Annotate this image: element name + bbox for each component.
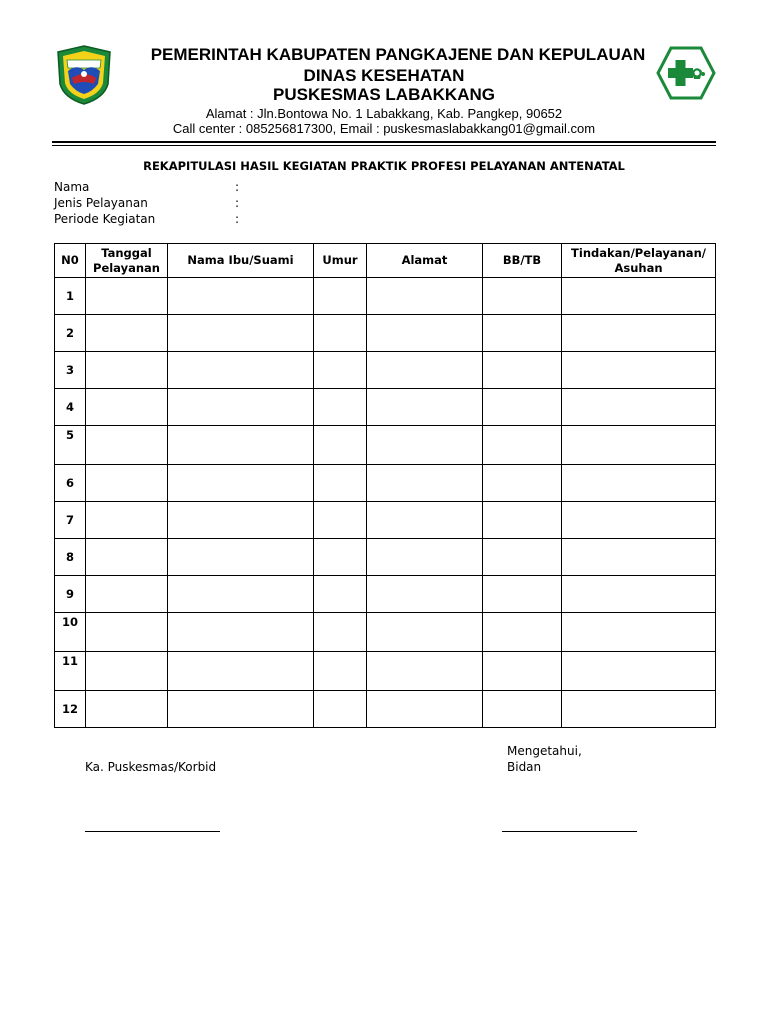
table-header-row	[55, 244, 716, 278]
table-cell[interactable]	[314, 278, 367, 315]
table-cell[interactable]	[314, 315, 367, 352]
table-cell[interactable]	[367, 613, 483, 652]
table-cell[interactable]	[168, 691, 314, 728]
table-cell[interactable]	[483, 502, 562, 539]
table-cell[interactable]	[367, 502, 483, 539]
header-divider-thin	[52, 145, 716, 146]
table-cell[interactable]	[314, 691, 367, 728]
header-contact: Call center : 085256817300, Email : puskesmaslabakkang01@gmail.com	[172, 121, 596, 136]
field-sep-jenis-pelayanan: :	[235, 196, 240, 210]
row-number: 5	[55, 426, 86, 465]
table-cell[interactable]	[483, 691, 562, 728]
table-cell[interactable]	[86, 576, 168, 613]
table-cell[interactable]	[367, 576, 483, 613]
table-cell[interactable]	[168, 465, 314, 502]
field-label-periode-kegiatan: Periode Kegiatan	[54, 212, 156, 226]
row-number: 12	[55, 691, 86, 728]
header-divider-thick	[52, 141, 716, 143]
table-cell[interactable]	[483, 315, 562, 352]
table-cell[interactable]	[367, 352, 483, 389]
table-cell[interactable]	[314, 652, 367, 691]
table-row	[55, 652, 716, 691]
row-number: 11	[55, 652, 86, 691]
table-cell[interactable]	[86, 691, 168, 728]
table-cell[interactable]	[483, 613, 562, 652]
table-cell[interactable]	[367, 278, 483, 315]
table-cell[interactable]	[562, 315, 716, 352]
row-number: 7	[55, 502, 86, 539]
table-cell[interactable]	[86, 315, 168, 352]
row-number: 6	[55, 465, 86, 502]
table-cell[interactable]	[86, 502, 168, 539]
table-cell[interactable]	[314, 613, 367, 652]
table-cell[interactable]	[562, 613, 716, 652]
table-cell[interactable]	[86, 426, 168, 465]
row-number: 1	[55, 278, 86, 315]
field-sep-nama: :	[235, 180, 240, 194]
row-number: 2	[55, 315, 86, 352]
health-cross-logo	[656, 45, 716, 101]
table-row	[55, 613, 716, 652]
sign-right-title: Bidan	[507, 760, 542, 774]
header-address: Alamat : Jln.Bontowa No. 1 Labakkang, Kab. Pangkep, 90652	[205, 106, 563, 121]
table-cell[interactable]	[562, 389, 716, 426]
table-row	[55, 465, 716, 502]
table-cell[interactable]	[483, 465, 562, 502]
table-cell[interactable]	[483, 426, 562, 465]
table-cell[interactable]	[562, 465, 716, 502]
table-row	[55, 576, 716, 613]
table-cell[interactable]	[483, 539, 562, 576]
field-sep-periode-kegiatan: :	[235, 212, 240, 226]
table-cell[interactable]	[168, 315, 314, 352]
table-cell[interactable]	[86, 389, 168, 426]
table-row	[55, 691, 716, 728]
table-cell[interactable]	[314, 352, 367, 389]
table-cell[interactable]	[483, 576, 562, 613]
table-cell[interactable]	[314, 576, 367, 613]
row-number: 10	[55, 613, 86, 652]
sign-left-title: Ka. Puskesmas/Korbid	[85, 760, 217, 774]
table-cell[interactable]	[367, 465, 483, 502]
table-cell[interactable]	[314, 426, 367, 465]
table-cell[interactable]	[314, 465, 367, 502]
table-cell[interactable]	[168, 278, 314, 315]
signature-line-right	[502, 831, 637, 832]
header-line-department: DINAS KESEHATAN	[303, 66, 465, 85]
col-header-nama: Nama Ibu/Suami	[168, 244, 314, 278]
table-cell[interactable]	[314, 389, 367, 426]
table-row	[55, 389, 716, 426]
table-cell[interactable]	[86, 652, 168, 691]
table-cell[interactable]	[86, 613, 168, 652]
table-row	[55, 278, 716, 315]
table-cell[interactable]	[86, 539, 168, 576]
table-cell[interactable]	[367, 315, 483, 352]
table-cell[interactable]	[367, 389, 483, 426]
table-cell[interactable]	[168, 502, 314, 539]
table-cell[interactable]	[168, 426, 314, 465]
header-line-puskesmas: PUSKESMAS LABAKKANG	[273, 85, 495, 104]
table-cell[interactable]	[562, 576, 716, 613]
table-cell[interactable]	[483, 389, 562, 426]
recap-table	[54, 243, 716, 728]
table-cell[interactable]	[367, 652, 483, 691]
table-cell[interactable]	[562, 278, 716, 315]
col-header-tanggal: Tanggal Pelayanan	[86, 244, 168, 278]
table-cell[interactable]	[168, 539, 314, 576]
table-cell[interactable]	[86, 352, 168, 389]
row-number: 8	[55, 539, 86, 576]
table-row	[55, 352, 716, 389]
header-line-government: PEMERINTAH KABUPATEN PANGKAJENE DAN KEPULAUAN	[150, 45, 646, 64]
table-cell[interactable]	[168, 613, 314, 652]
col-header-umur: Umur	[314, 244, 367, 278]
table-cell[interactable]	[86, 278, 168, 315]
col-header-bbtb: BB/TB	[483, 244, 562, 278]
table-cell[interactable]	[562, 539, 716, 576]
table-cell[interactable]	[562, 426, 716, 465]
table-cell[interactable]	[168, 652, 314, 691]
col-header-alamat: Alamat	[367, 244, 483, 278]
table-cell[interactable]	[86, 465, 168, 502]
col-header-no: N0	[55, 244, 86, 278]
sign-right-pre: Mengetahui,	[507, 744, 582, 758]
table-row	[55, 539, 716, 576]
table-cell[interactable]	[168, 352, 314, 389]
table-cell[interactable]	[367, 691, 483, 728]
table-cell[interactable]	[168, 389, 314, 426]
table-row	[55, 502, 716, 539]
table-cell[interactable]	[314, 502, 367, 539]
table-cell[interactable]	[168, 576, 314, 613]
table-cell[interactable]	[483, 652, 562, 691]
table-cell[interactable]	[562, 502, 716, 539]
field-label-nama: Nama	[54, 180, 90, 194]
table-cell[interactable]	[483, 352, 562, 389]
table-row	[55, 315, 716, 352]
table-row	[55, 426, 716, 465]
row-number: 9	[55, 576, 86, 613]
row-number: 3	[55, 352, 86, 389]
table-cell[interactable]	[314, 539, 367, 576]
field-label-jenis-pelayanan: Jenis Pelayanan	[54, 196, 148, 210]
row-number: 4	[55, 389, 86, 426]
table-cell[interactable]	[562, 352, 716, 389]
signature-line-left	[85, 831, 220, 832]
document-title: REKAPITULASI HASIL KEGIATAN PRAKTIK PROFESI PELAYANAN ANTENATAL	[143, 159, 625, 173]
table-cell[interactable]	[367, 426, 483, 465]
table-cell[interactable]	[367, 539, 483, 576]
table-cell[interactable]	[483, 278, 562, 315]
table-cell[interactable]	[562, 691, 716, 728]
col-header-tindakan: Tindakan/Pelayanan/ Asuhan	[562, 244, 716, 278]
table-cell[interactable]	[562, 652, 716, 691]
